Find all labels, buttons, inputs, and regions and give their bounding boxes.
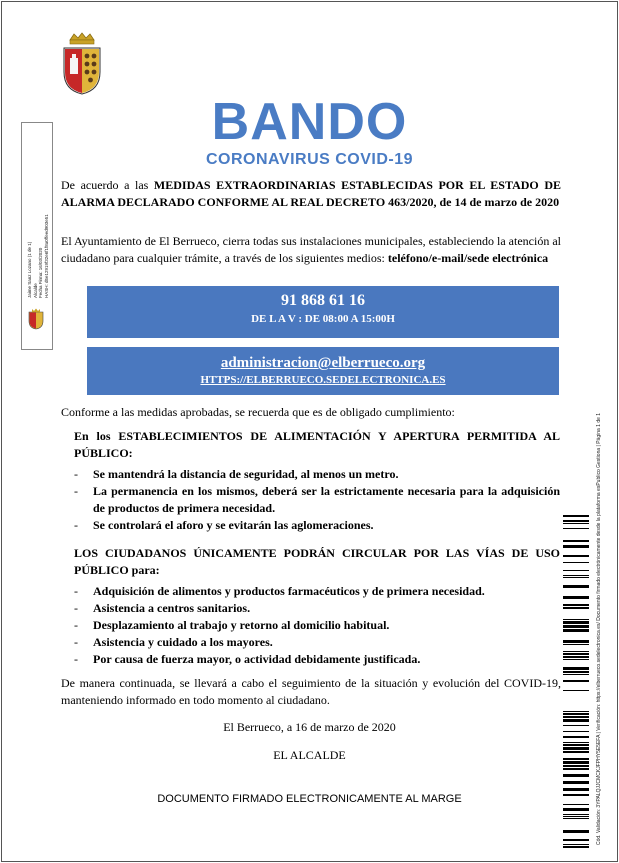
signature-footer: DOCUMENTO FIRMADO ELECTRONICAMENTE AL MARGE	[157, 793, 462, 805]
closure-text: El Ayuntamiento de El Berrueco, cierra todas sus instalaciones municipales, estableciendo la atención al ciudadano para cualquier trámite, a través de los siguientes medios:	[61, 234, 561, 265]
bullet-dash: -	[74, 467, 78, 481]
website-link[interactable]: HTTPS://ELBERRUECO.SEDELECTRONICA.ES	[200, 374, 446, 386]
online-contact-box	[87, 347, 559, 395]
list-item-text: La permanencia en los mismos, deberá ser la estrictamente necesaria para la adquisición de productos de primera necesidad.	[93, 484, 560, 515]
list-item-text: Asistencia y cuidado a los mayores.	[93, 635, 273, 649]
bullet-dash: -	[74, 635, 78, 649]
intro-paragraph	[61, 177, 561, 211]
bullet-dash: -	[74, 518, 78, 532]
list-item	[74, 483, 560, 517]
email-link[interactable]: administracion@elberrueco.org	[220, 355, 426, 371]
list-item	[74, 617, 560, 634]
verification-text: Cód. Validación: 3YPALQJJCMCKJFPHY5E5EFA | Verificación: https://elberrueco.sedelectronica.es/ Documento firmado electrónicamente desde la plataforma esPublico Gestiona | Página 1 de 1	[596, 412, 602, 845]
list-item-text: Asistencia a centros sanitarios.	[93, 601, 251, 615]
bullet-dash: -	[74, 652, 78, 666]
barcode-icon	[563, 515, 589, 855]
signature-stamp-text: Jaime Sanz Lozano (1 de 1) Alcalde Fecha Firma: 16/03/2020 HASH: d5e12919f32e6f1f8a0ffeed903e51	[27, 214, 49, 298]
intro-bold-text: MEDIDAS EXTRAORDINARIAS ESTABLECIDAS POR EL ESTADO DE ALARMA DECLARADO CONFORME AL REAL DECRETO 463/2020, de 14 de marzo de 2020	[61, 178, 561, 209]
list-item-text: Adquisición de alimentos y productos farmacéuticos y de primera necesidad.	[93, 584, 485, 598]
bullet-dash: -	[74, 584, 78, 598]
phone-number: 91 868 61 16	[281, 292, 365, 309]
bullet-dash: -	[74, 484, 78, 498]
list-item-text: Se controlará el aforo y se evitarán las aglomeraciones.	[93, 518, 374, 532]
place-date: El Berrueco, a 16 de marzo de 2020	[223, 720, 396, 734]
closure-paragraph	[61, 233, 561, 267]
monitoring-paragraph: De manera continuada, se llevará a cabo el seguimiento de la situación y evolución del COVID-19, manteniendo informado en todo momento al ciudadano.	[61, 676, 561, 707]
list-item	[74, 634, 560, 651]
list-item-text: Se mantendrá la distancia de seguridad, al menos un metro.	[93, 467, 399, 481]
list-item	[74, 583, 560, 600]
list-item	[74, 651, 560, 668]
list-item-text: Por causa de fuerza mayor, o actividad debidamente justificada.	[93, 652, 421, 666]
establishments-list	[74, 466, 560, 534]
section-circulation-heading: LOS CIUDADANOS ÚNICAMENTE PODRÁN CIRCULAR POR LAS VÍAS DE USO PÚBLICO para:	[74, 546, 560, 577]
signer-title: EL ALCALDE	[273, 748, 346, 762]
small-coat-of-arms-icon	[28, 308, 44, 330]
list-item	[74, 466, 560, 483]
obligations-intro: Conforme a las medidas aprobadas, se recuerda que es de obligado cumplimiento:	[61, 405, 455, 419]
bullet-dash: -	[74, 618, 78, 632]
phone-box	[87, 286, 559, 338]
circulation-list	[74, 583, 560, 668]
page-subtitle: CORONAVIRUS COVID-19	[205, 151, 414, 168]
list-item	[74, 600, 560, 617]
bullet-dash: -	[74, 601, 78, 615]
section-establishments-heading: En los ESTABLECIMIENTOS DE ALIMENTACIÓN Y APERTURA PERMITIDA AL PÚBLICO:	[74, 429, 560, 460]
list-item-text: Desplazamiento al trabajo y retorno al domicilio habitual.	[93, 618, 390, 632]
office-hours: DE L A V : DE 08:00 A 15:00H	[251, 313, 395, 325]
intro-text: De acuerdo a las	[61, 178, 154, 192]
page-title: BANDO	[211, 93, 408, 151]
contact-means-text: teléfono/e-mail/sede electrónica	[387, 251, 549, 265]
list-item	[74, 517, 560, 534]
coat-of-arms-icon	[60, 32, 104, 96]
